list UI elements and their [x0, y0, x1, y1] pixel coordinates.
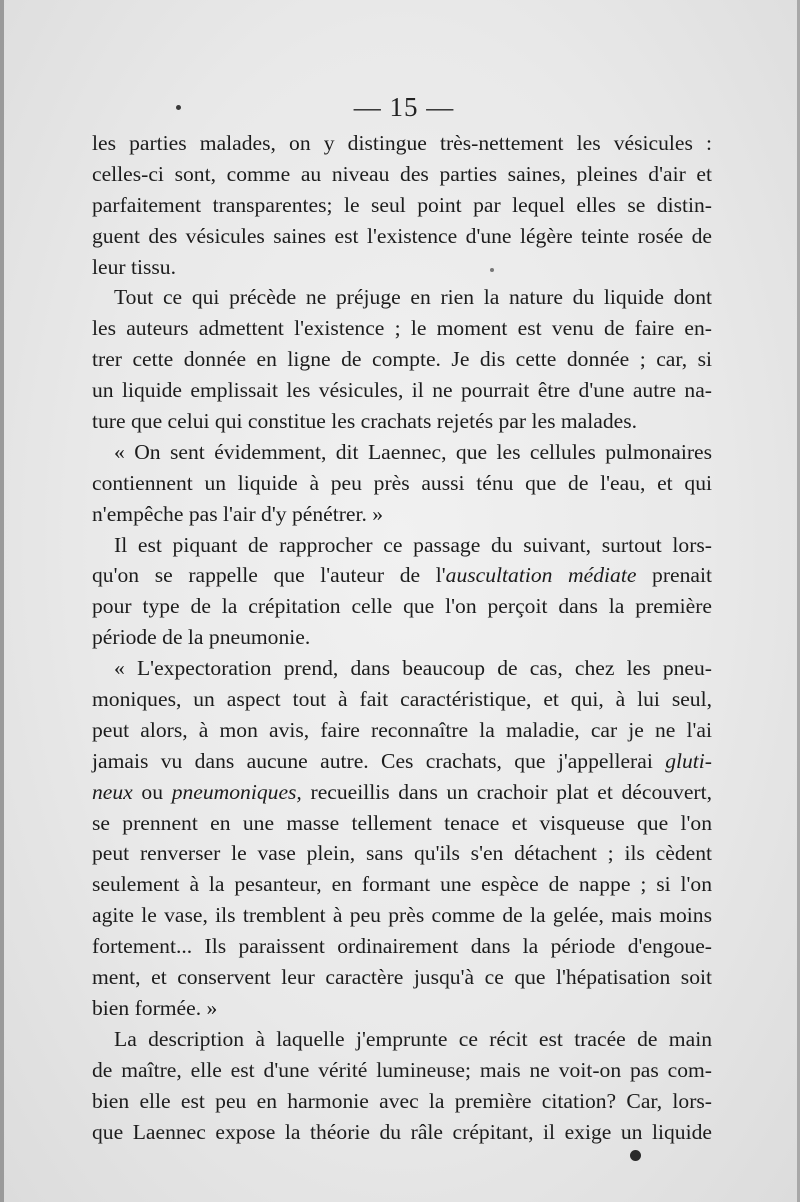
text-run: recueillis dans un crachoir plat et découvert, — [301, 779, 713, 804]
text-line — [92, 746, 712, 777]
text-line — [92, 808, 712, 839]
text-run: fortement... Ils paraissent ordinairement dans la période d'engoue- — [92, 934, 712, 959]
text-run: Tout ce qui précède ne préjuge en rien la nature du liquide dont — [114, 285, 712, 310]
text-line — [92, 252, 712, 283]
text-line — [92, 1117, 712, 1148]
text-line — [92, 838, 712, 869]
text-run: ture que celui qui constitue les crachats rejetés par les malades. — [92, 409, 638, 434]
text-run: seulement à la pesanteur, en formant une espèce de nappe ; si l'on — [92, 872, 712, 897]
text-line — [92, 159, 712, 190]
text-run: La description à laquelle j'emprunte ce récit est tracée de main — [114, 1026, 712, 1051]
text-line — [92, 653, 712, 684]
text-line — [92, 375, 712, 406]
text-run: agite le vase, ils tremblent à peu près comme de la gelée, mais moins — [92, 903, 712, 928]
italic-text: gluti- — [665, 748, 712, 773]
text-line — [92, 221, 712, 252]
text-line — [92, 993, 712, 1024]
text-run: leur tissu. — [92, 254, 176, 279]
text-line — [92, 1024, 712, 1055]
text-line — [92, 190, 712, 221]
text-line — [92, 560, 712, 591]
paragraph — [92, 128, 712, 282]
text-run: jamais vu dans aucune autre. Ces crachats, que j'appellerai — [92, 748, 666, 773]
text-run: guent des vésicules saines est l'existence d'une légère teinte rosée de — [92, 223, 712, 248]
text-line — [92, 684, 712, 715]
text-line — [92, 282, 712, 313]
italic-text: auscultation médiate — [445, 563, 637, 588]
text-line — [92, 437, 712, 468]
text-line — [92, 499, 712, 530]
text-run: qu'on se rappelle que l'auteur de l' — [92, 563, 446, 588]
text-run: « On sent évidemment, dit Laennec, que les cellules pulmonaires — [114, 439, 712, 464]
text-line — [92, 962, 712, 993]
paragraph — [92, 282, 712, 436]
text-run: celles-ci sont, comme au niveau des parties saines, pleines d'air et — [92, 161, 712, 186]
text-run: parfaitement transparentes; le seul point par lequel elles se distin- — [92, 192, 712, 217]
text-line — [92, 900, 712, 931]
text-run: se prennent en une masse tellement tenace et visqueuse que l'on — [92, 810, 712, 835]
text-run: période de la pneumonie. — [92, 625, 311, 650]
body-text — [92, 128, 712, 1147]
text-line — [92, 591, 712, 622]
text-line — [92, 406, 712, 437]
text-run: prenait — [636, 563, 712, 588]
text-run: n'empêche pas l'air d'y pénétrer. » — [92, 501, 384, 526]
text-line — [92, 715, 712, 746]
ink-speck — [490, 268, 494, 272]
text-run: pour type de la crépitation celle que l'on perçoit dans la première — [92, 594, 712, 619]
text-run: ment, et conservent leur caractère jusqu'à ce que l'hépatisation soit — [92, 965, 712, 990]
italic-text: pneumoniques, — [171, 779, 302, 804]
text-line — [92, 128, 712, 159]
text-run: contiennent un liquide à peu près aussi ténu que de l'eau, et qui — [92, 470, 712, 495]
ink-speck — [176, 105, 181, 110]
text-line — [92, 1086, 712, 1117]
text-line — [92, 530, 712, 561]
text-line — [92, 931, 712, 962]
text-line — [92, 1055, 712, 1086]
text-run: bien elle est peu en harmonie avec la première citation? Car, lors- — [92, 1088, 712, 1113]
paragraph — [92, 530, 712, 654]
text-run: de maître, elle est d'une vérité lumineuse; mais ne voit-on pas com- — [92, 1057, 712, 1082]
text-run: les parties malades, on y distingue très-nettement les vésicules : — [92, 131, 712, 155]
text-run: un liquide emplissait les vésicules, il ne pourrait être d'une autre na- — [92, 378, 712, 403]
text-run: moniques, un aspect tout à fait caractéristique, et qui, à lui seul, — [92, 687, 712, 712]
paragraph — [92, 653, 712, 1024]
page-number: — 15 — — [353, 92, 455, 122]
paragraph — [92, 437, 712, 530]
text-line — [92, 777, 712, 808]
text-run: les auteurs admettent l'existence ; le moment est venu de faire en- — [92, 316, 712, 341]
text-line — [92, 622, 712, 653]
text-line — [92, 869, 712, 900]
text-run: trer cette donnée en ligne de compte. Je dis cette donnée ; car, si — [92, 347, 712, 372]
text-run: peut alors, à mon avis, faire reconnaître la maladie, car je ne l'ai — [92, 717, 712, 742]
text-run: peut renverser le vase plein, sans qu'ils s'en détachent ; ils cèdent — [92, 841, 712, 866]
text-run: bien formée. » — [92, 995, 218, 1020]
text-line — [92, 313, 712, 344]
ink-speck — [630, 1150, 641, 1161]
text-run: « L'expectoration prend, dans beaucoup de cas, chez les pneu- — [114, 656, 712, 681]
text-run: ou — [132, 779, 172, 804]
text-run: que Laennec expose la théorie du râle crépitant, il exige un liquide — [92, 1119, 712, 1144]
text-run: Il est piquant de rapprocher ce passage du suivant, surtout lors- — [114, 532, 712, 557]
paragraph — [92, 1024, 712, 1148]
italic-text: neux — [92, 779, 133, 804]
text-line — [92, 344, 712, 375]
text-line — [92, 468, 712, 499]
